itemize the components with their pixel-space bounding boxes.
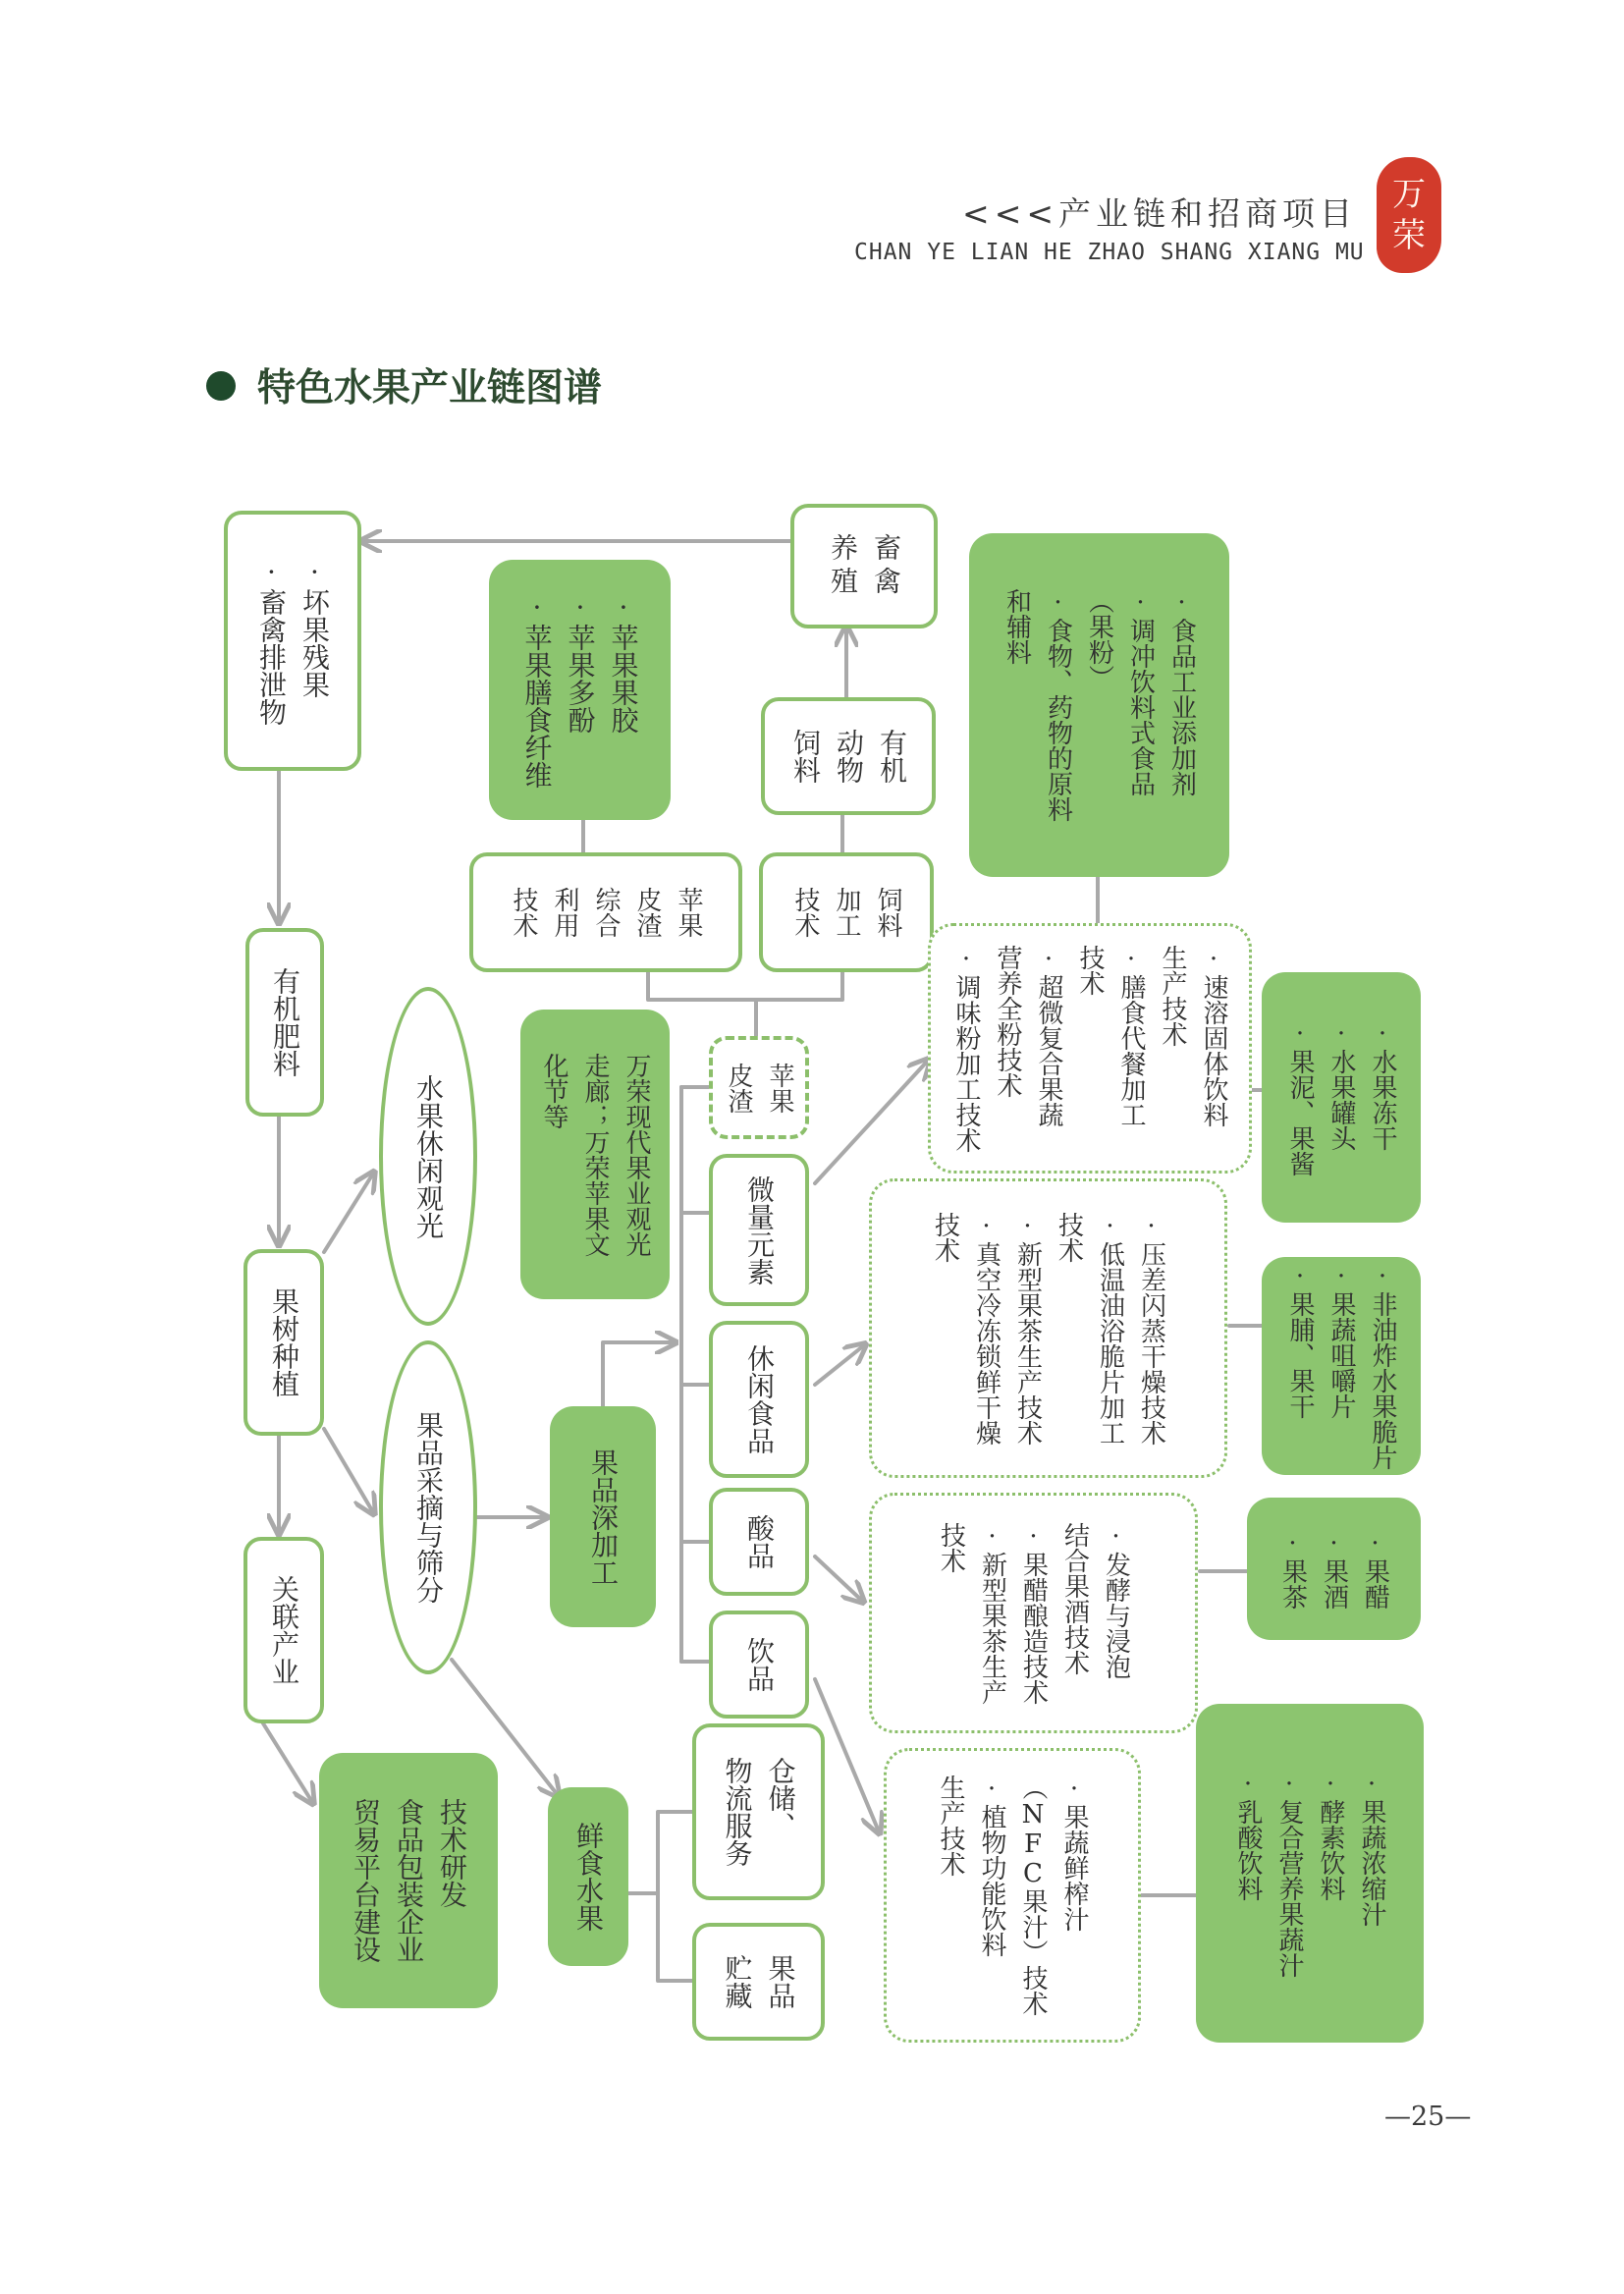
node-leisure-tourism-text: 水果休闲观光 <box>412 1073 445 1239</box>
node-related-industry-text: 关联产业 <box>268 1575 300 1685</box>
node-waste <box>224 511 361 771</box>
node-apple-extracts <box>489 560 671 820</box>
header-subtitle: CHAN YE LIAN HE ZHAO SHANG XIANG MU <box>854 240 1365 265</box>
node-feed-tech <box>759 852 934 972</box>
node-trace-elements <box>709 1154 809 1306</box>
node-drink-text: 饮品 <box>743 1637 776 1692</box>
node-powder-tech-text: ·速溶固体饮料 生产技术 ·膳食代餐加工 技术 ·超微复合果蔬 营养全粉技术 ·调味粉加工技术 <box>951 944 1228 1153</box>
page-number: —25— <box>1384 2102 1472 2132</box>
node-deep-processing-text: 果品深加工 <box>587 1447 620 1586</box>
node-orchard <box>244 1249 324 1436</box>
node-related-industry <box>244 1537 324 1723</box>
node-fertilizer <box>245 928 324 1117</box>
node-chips-products <box>1262 1257 1421 1475</box>
node-fresh-fruit-text: 鲜食水果 <box>572 1822 605 1932</box>
node-juice-products <box>1196 1704 1424 2043</box>
arrow-related-to-rnd <box>263 1723 312 1802</box>
node-fertilizer-text: 有机肥料 <box>269 967 301 1077</box>
node-harvest-text: 果品采摘与筛分 <box>412 1411 445 1604</box>
node-orchard-text: 果树种植 <box>268 1287 300 1397</box>
node-feed-tech-text: 饲料 加工 技术 <box>790 887 902 938</box>
node-pomace-tech-text: 苹果 皮渣 综合 利用 技术 <box>509 887 703 938</box>
node-acid-text: 酸品 <box>743 1514 776 1569</box>
header-title: <<<产业链和招商项目 <box>962 194 1357 233</box>
node-dry-tech-text: ·压差闪蒸干燥技术 ·低温油浴脆片加工 技术 ·新型果茶生产技术 ·真空冷冻锁鲜干燥 技术 <box>930 1211 1166 1446</box>
node-organic-feed <box>761 697 936 815</box>
node-dry-tech <box>869 1178 1227 1478</box>
section-title: 特色水果产业链图谱 <box>257 366 603 410</box>
arrow-orchard-to-harvest <box>324 1429 373 1512</box>
node-food-industry-text: ·食品工业添加剂 ·调冲饮料式食品 （果粉） ·食物、药物的原料 和辅料 <box>1001 588 1197 822</box>
node-wanrong-tourism <box>520 1010 670 1299</box>
connector-fresh-bracket <box>628 1812 692 1981</box>
node-organic-feed-text: 有机 动物 饲料 <box>789 729 908 784</box>
node-wanrong-tourism-text: 万荣现代果业观光 走廊；万荣苹果文 化节等 <box>539 1052 651 1257</box>
node-livestock-text: 畜禽 养殖 <box>827 532 902 600</box>
node-logistics-text: 仓储、 物流服务 <box>721 1757 797 1867</box>
node-juice-tech <box>884 1748 1141 2043</box>
node-jam-products-text: ·水果冻干 ·水果罐头 ·果泥、果酱 <box>1285 1018 1397 1176</box>
node-pomace <box>709 1036 809 1139</box>
node-leisure-tourism <box>379 987 477 1326</box>
node-juice-tech-text: ·果蔬鲜榨汁 （NFC果汁）技术 ·植物功能饮料 生产技术 <box>936 1775 1089 2016</box>
node-deep-processing <box>550 1406 656 1627</box>
connector-deep-up <box>603 1342 674 1406</box>
node-storage-text: 果品 贮藏 <box>721 1954 797 2009</box>
node-powder-tech <box>928 923 1252 1174</box>
arrow-orchard-to-leisure <box>324 1174 373 1252</box>
node-rnd-text: 技术研发 食品包装企业 贸易平台建设 <box>350 1798 468 1963</box>
node-drink <box>709 1611 809 1719</box>
node-trace-elements-text: 微量元素 <box>743 1174 776 1285</box>
node-livestock <box>790 504 938 628</box>
node-apple-extracts-text: ·苹果果胶 ·苹果多酚 ·苹果膳食纤维 <box>520 591 640 789</box>
node-pomace-tech <box>469 852 742 972</box>
arrow-acid-to-ferment <box>815 1557 862 1601</box>
node-harvest <box>379 1340 477 1674</box>
node-ferment-tech-text: ·发酵与浸泡 结合果酒技术 ·果醋酿造技术 ·新型果茶生产 技术 <box>936 1521 1131 1705</box>
node-pomace-text: 苹果 皮渣 <box>724 1062 794 1114</box>
node-food-industry <box>969 533 1229 877</box>
node-jam-products <box>1262 972 1421 1223</box>
node-acid <box>709 1488 809 1596</box>
node-storage <box>692 1923 825 2041</box>
node-snack-text: 休闲食品 <box>743 1344 776 1454</box>
node-fresh-fruit <box>548 1787 628 1966</box>
arrow-snack-to-dry <box>815 1345 864 1385</box>
node-juice-products-text: ·果蔬浓缩汁 ·酵素饮料 ·复合营养果蔬汁 ·乳酸饮料 <box>1233 1769 1386 1978</box>
node-logistics <box>692 1723 825 1900</box>
node-snack <box>709 1321 809 1478</box>
node-ferment-tech <box>869 1493 1198 1733</box>
node-chips-products-text: ·非油炸水果脆片 ·果蔬咀嚼片 ·果脯、果干 <box>1285 1262 1397 1470</box>
node-vinegar-products-text: ·果醋 ·果酒 ·果茶 <box>1277 1528 1390 1610</box>
seal-char-1: 万 <box>1392 175 1426 214</box>
node-vinegar-products <box>1247 1498 1421 1640</box>
seal-char-2: 荣 <box>1392 216 1426 255</box>
node-waste-text: ·坏果残果 ·畜禽排泄物 <box>255 556 331 726</box>
node-rnd <box>319 1753 498 2008</box>
arrow-trace-to-powder <box>815 1061 928 1183</box>
connector-pomace-split <box>648 972 842 1036</box>
